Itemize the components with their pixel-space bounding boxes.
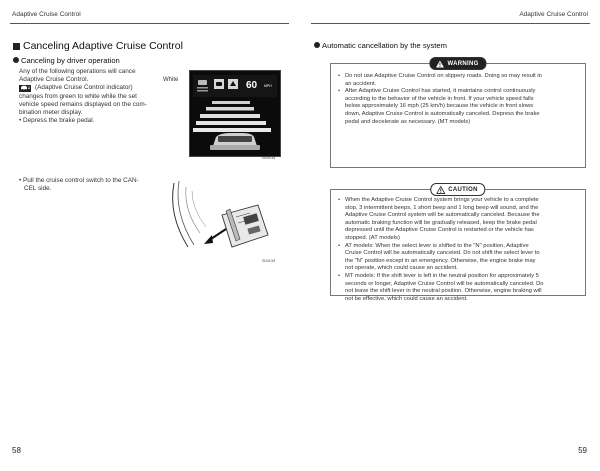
set-speed-unit: MPH: [264, 84, 272, 88]
bullet-pull-switch: • Pull the cruise control switch to the CAN- CEL side.: [19, 177, 139, 193]
warning-item: • After Adaptive Cruise Control has started, it maintains control continuously according to the behavior of the vehicle in front. If your vehicle speed falls below approximately 16 mph (25 km/h) because the vehicle in front slows down, Adaptive Cruise Control is automatically canceled. Depress the brake pedal and decelerate as necessary. (MT models): [338, 88, 540, 125]
indicator-line: (Adaptive Cruise Control indicator): [19, 84, 159, 92]
figure-code-n00034: N00034: [262, 156, 276, 160]
header-rule-left: [10, 23, 289, 24]
subheading-automatic-cancellation: Automatic cancellation by the system: [314, 41, 447, 50]
header-rule-right: [311, 23, 590, 24]
warning-list: [337, 73, 581, 126]
warning-box: [330, 60, 586, 168]
meter-display-figure: [189, 70, 281, 157]
warning-badge: WARNING: [429, 57, 486, 70]
cruise-control-switch-illustration: [166, 175, 280, 260]
warning-triangle-icon: [435, 60, 444, 68]
cruise-switch-figure: [166, 175, 280, 260]
driver-cancel-paragraph: Any of the following operations will cance Adaptive Cruise Control. (Adaptive Cruise Control indicator) changes from green to white while the set vehicle speed remains displayed on the com- bination meter display. • Depress the brake pedal.: [19, 68, 159, 125]
bullet-depress-brake: • Depress the brake pedal.: [19, 117, 95, 125]
subheading-driver-operation: Canceling by driver operation: [13, 56, 120, 65]
section-square-icon: [13, 43, 20, 50]
warning-item: • Do not use Adaptive Cruise Control on slippery roads. Doing so may result in an accident.: [338, 73, 542, 87]
figure-code-s04133: S04133: [262, 259, 276, 263]
caution-item: • MT models: If the shift lever is left in the neutral position for approximately 5 seconds or longer, Adaptive Cruise Control will be automatically canceled. Do not leave the shift lever in the neutral position. Otherwise, engine braking will not be effective, which could cause an accident.: [338, 272, 544, 302]
bullet-dot-icon: [13, 57, 19, 63]
cruise-indicator-icon: [19, 85, 31, 92]
set-speed-value: 60: [246, 80, 258, 91]
caution-item: • AT models: When the select lever is shifted to the "N" position, Adaptive Cruise Control will be automatically canceled. Do not shift the select lever to the "N" position except in an emergency. Otherwise, the engine brake may not operate, which could cause an accident.: [338, 242, 540, 272]
page-number-left: 58: [12, 446, 21, 455]
section-title: Canceling Adaptive Cruise Control: [13, 40, 183, 52]
caution-item: • When the Adaptive Cruise Control system brings your vehicle to a complete stop, 3 intermittent beeps, 1 short beep and 1 long beep will sound, and the Adaptive Cruise Control system will be automatically canceled. Because the automatic braking function will be gradually released, keep the brake pedal depressed until the Adaptive Cruise Control is restarted or the vehicle has stopped. (AT models): [338, 197, 540, 241]
caution-box: [330, 186, 586, 302]
running-header-left: Adaptive Cruise Control: [12, 11, 81, 18]
figure-white-label: White: [163, 77, 179, 83]
page-number-right: 59: [578, 446, 587, 455]
running-header-right: Adaptive Cruise Control: [519, 11, 588, 18]
bullet-dot-icon: [314, 42, 320, 48]
caution-list: [337, 197, 581, 303]
caution-triangle-icon: [436, 186, 445, 194]
caution-badge: CAUTION: [430, 183, 485, 196]
